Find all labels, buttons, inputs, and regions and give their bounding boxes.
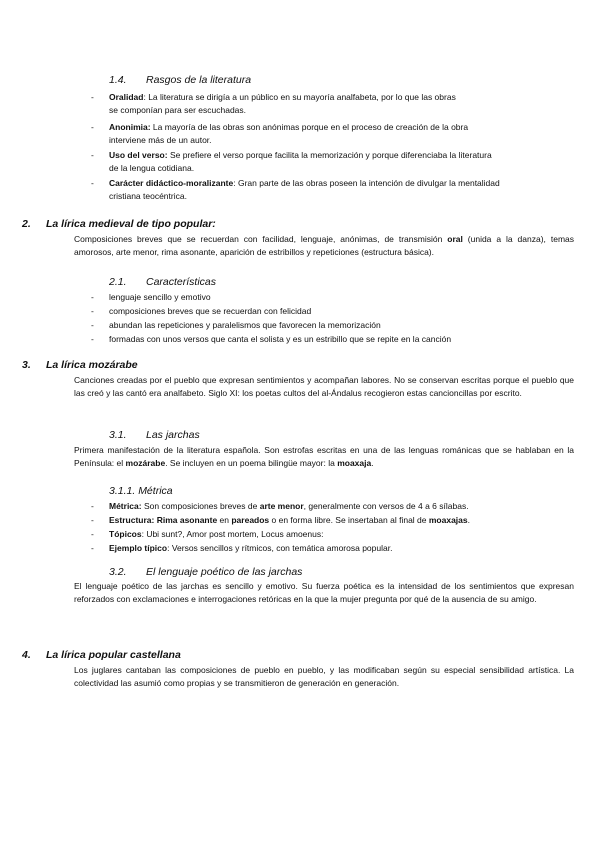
section-title: Las jarchas: [146, 429, 200, 441]
list-item: - composiciones breves que se recuerdan con felicidad: [91, 306, 312, 316]
subsection-heading-3-1: [109, 429, 200, 442]
paragraph: Los juglares cantaban las composiciones de pueblo en pueblo, y las modificaban según su especial sensibilidad artística. La colectividad las asumió como propias y se transmitieron de generación en generación.: [74, 665, 574, 688]
section-number: 4.: [22, 649, 31, 661]
section-number: 2.: [22, 218, 31, 230]
list-item: - Tópicos: Ubi sunt?, Amor post mortem, Locus amoenus:: [91, 529, 324, 539]
list-item: - Métrica: Son composiciones breves de arte menor, generalmente con versos de 4 a 6 sílabas.: [91, 501, 469, 511]
subsection-heading-3-1-1: 3.1.1. Métrica: [109, 485, 173, 497]
section-title: La lírica medieval de tipo popular:: [46, 218, 216, 230]
list-item: - Oralidad: La literatura se dirigía a un público en su mayoría analfabeta, por lo que las obras se componían para ser escuchadas.: [91, 92, 456, 115]
section-title: La lírica mozárabe: [46, 359, 138, 371]
section-heading-2: [22, 218, 216, 231]
subsection-heading-1-4: [109, 74, 251, 87]
paragraph: Primera manifestación de la literatura española. Son estrofas escritas en una de las lenguas románicas que se hablaban en la Península: el mozárabe. Se incluyen en un poema bilingüe mayor: la moaxaja.: [74, 445, 574, 468]
list-item: - formadas con unos versos que canta el solista y es un estribillo que se repite en la canción: [91, 334, 452, 344]
section-number: 3.2.: [109, 566, 127, 578]
list-item: - lenguaje sencillo y emotivo: [91, 292, 211, 302]
list-item: - abundan las repeticiones y paralelismos que favorecen la memorización: [91, 320, 381, 330]
subsection-heading-3-2: [109, 566, 302, 579]
section-number: 3.: [22, 359, 31, 371]
paragraph: Canciones creadas por el pueblo que expresan sentimientos y acompañan labores. No se conservan escritas porque el pueblo que las creó y las cantó era analfabeto. Siglo XI: los poetas cultos del al-Ándalus recogieron estas cancioncillas por escrito.: [74, 375, 574, 398]
list-item: - Carácter didáctico-moralizante: Gran parte de las obras poseen la intención de divulgar la mentalidad cristiana teocéntrica.: [91, 178, 500, 201]
subsection-heading-2-1: [109, 276, 216, 289]
section-title: Rasgos de la literatura: [146, 74, 252, 86]
list-item: - Estructura: Rima asonante en pareados o en forma libre. Se insertaban al final de moaxajas.: [91, 515, 470, 525]
paragraph: El lenguaje poético de las jarchas es sencillo y emotivo. Su fuerza poética es la intensidad de los sentimientos que expresan reforzados con exclamaciones e interrogaciones retóricas en la que la mujer pregunta por qué de la ausencia de su amigo.: [74, 581, 574, 604]
list-item: - Ejemplo típico: Versos sencillos y rítmicos, con temática amorosa popular.: [91, 543, 393, 553]
list-item: - Uso del verso: Se prefiere el verso porque facilita la memorización y porque diferenciaba la literatura de la lengua cotidiana.: [91, 150, 492, 173]
list-item: - Anonimia: La mayoría de las obras son anónimas porque en el proceso de creación de la obra interviene más de un autor.: [91, 122, 469, 145]
section-number: 3.1.: [109, 429, 127, 441]
section-title: La lírica popular castellana: [46, 649, 181, 661]
section-heading-3: [22, 359, 138, 372]
paragraph: Composiciones breves que se recuerdan con facilidad, lenguaje, anónimas, de transmisión oral (unida a la danza), temas amorosos, arte menor, rima asonante, aparición de estribillos y repeticiones (estructura básica).: [74, 234, 574, 257]
section-title: Características: [146, 276, 217, 288]
section-heading-4: [22, 649, 181, 662]
section-number: 1.4.: [109, 74, 127, 86]
section-title: El lenguaje poético de las jarchas: [146, 566, 303, 578]
section-number: 2.1.: [109, 276, 127, 288]
